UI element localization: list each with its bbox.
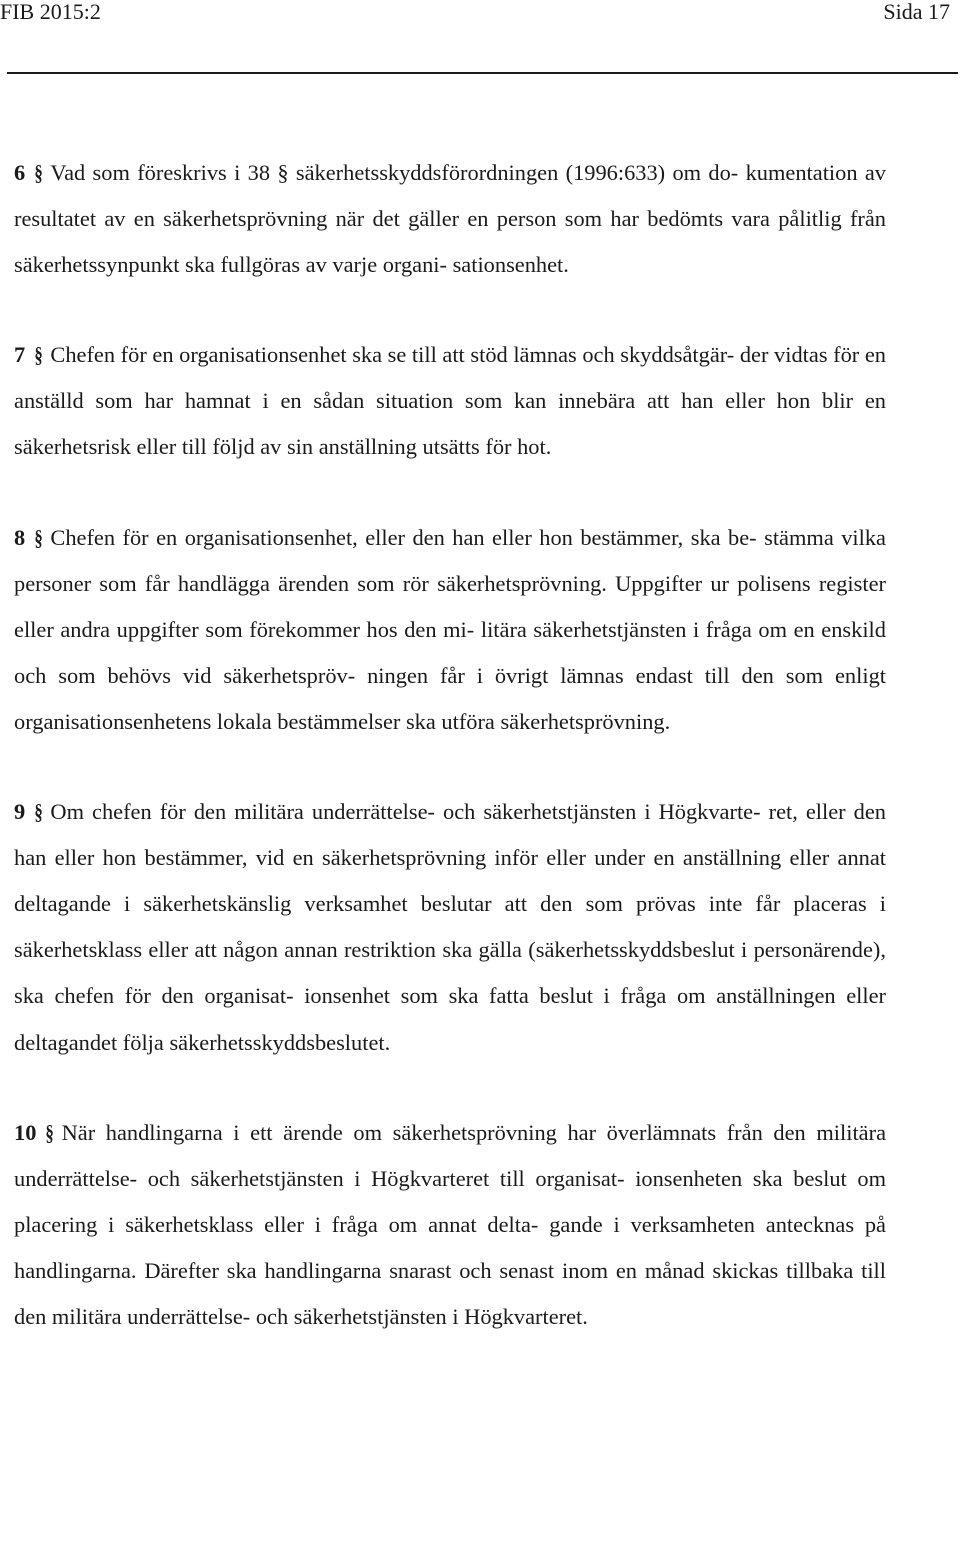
section-text-line: ionsenheten ska beslut om placering i säkerhetsklass eller i fråga om annat delta- bbox=[14, 1165, 886, 1237]
section-text-line: Chefen för en organisationsenhet, eller den han eller hon bestämmer, ska be- bbox=[50, 524, 757, 550]
section-number: 10 bbox=[14, 1119, 37, 1145]
section-sign: § bbox=[34, 524, 44, 550]
section-text-line: sationsenhet. bbox=[452, 252, 569, 278]
section-text-line: Vad som föreskrivs i 38 § säkerhetsskyddsförordningen (1996:633) om do- bbox=[50, 160, 739, 185]
section-text-line: gande i verksamheten antecknas på handlingarna. Därefter ska handlingarna bbox=[14, 1211, 886, 1283]
section-number: 9 bbox=[14, 799, 26, 825]
section-text-line: ska gälla (säkerhetsskyddsbeslut i personärende), ska chefen för den organisat- bbox=[14, 937, 886, 1009]
document-body bbox=[14, 150, 886, 1384]
section-text-line: ningen får i övrigt lämnas endast till den som enligt organisationsenhetens lokala bbox=[14, 662, 886, 734]
section-text-line: ionsenhet som ska fatta beslut i fråga om anställningen eller deltagandet följa bbox=[14, 983, 886, 1055]
section-text-line: litära säkerhetstjänsten i fråga om en enskild och som behövs vid säkerhetspröv- bbox=[14, 616, 886, 688]
section-text-line: snarast och senast inom en månad skickas tillbaka till den militära underrättelse- bbox=[14, 1257, 886, 1329]
section-sign: § bbox=[34, 342, 44, 368]
section-8 bbox=[14, 515, 886, 745]
section-text-line: säkerhetsskyddsbeslutet. bbox=[169, 1029, 391, 1055]
section-text-line: har bedömts vara pålitlig från säkerhetssynpunkt ska fullgöras av varje organi- bbox=[14, 206, 886, 278]
section-number: 6 bbox=[14, 160, 26, 185]
section-text-line: hot. bbox=[517, 434, 552, 460]
section-number: 7 bbox=[14, 342, 26, 368]
section-text-line: att han eller hon blir en säkerhetsrisk eller till följd av sin anställning utsätts för bbox=[14, 388, 886, 460]
section-text-line: kumentation av resultatet av en säkerhetsprövning när det gäller en person som bbox=[14, 160, 886, 232]
section-9 bbox=[14, 789, 886, 1066]
section-text-line: Uppgifter ur polisens register eller andra uppgifter som förekommer hos den mi- bbox=[14, 570, 886, 642]
section-text-line: den som prövas inte får placeras i säkerhetsklass eller att någon annan restriktion bbox=[14, 891, 887, 963]
header-divider bbox=[7, 72, 958, 74]
page-number: Sida 17 bbox=[883, 0, 950, 24]
section-text-line: bestämmelser ska utföra säkerhetsprövning. bbox=[277, 708, 671, 734]
section-number: 8 bbox=[14, 524, 26, 550]
section-text-line: När handlingarna i ett ärende om säkerhetsprövning har överlämnats från bbox=[61, 1119, 763, 1145]
section-7 bbox=[14, 332, 886, 470]
section-text-line: den militära underrättelse- och säkerhetstjänsten i Högkvarteret till organisat- bbox=[14, 1119, 887, 1191]
document-id: FIB 2015:2 bbox=[0, 0, 101, 24]
section-sign: § bbox=[34, 799, 44, 825]
section-sign: § bbox=[45, 1119, 55, 1145]
section-text-line: der vidtas för en anställd som har hamnat i en sådan situation som kan innebära bbox=[14, 342, 886, 414]
page-header bbox=[0, 0, 958, 28]
section-text-line: ret, eller den han eller hon bestämmer, vid en säkerhetsprövning inför eller under bbox=[14, 799, 886, 871]
section-text-line: Chefen för en organisationsenhet ska se till att stöd lämnas och skyddsåtgär- bbox=[50, 342, 735, 368]
section-sign: § bbox=[34, 160, 44, 185]
section-text-line: Om chefen för den militära underrättelse- och säkerhetstjänsten i Högkvarte- bbox=[50, 799, 761, 825]
section-text-line: en anställning eller annat deltagande i säkerhetskänslig verksamhet beslutar att bbox=[14, 845, 886, 917]
section-6 bbox=[14, 150, 886, 288]
section-10 bbox=[14, 1110, 886, 1340]
section-text-line: stämma vilka personer som får handlägga ärenden som rör säkerhetsprövning. bbox=[14, 524, 886, 596]
section-text-line: och säkerhetstjänsten i Högkvarteret. bbox=[255, 1303, 588, 1329]
